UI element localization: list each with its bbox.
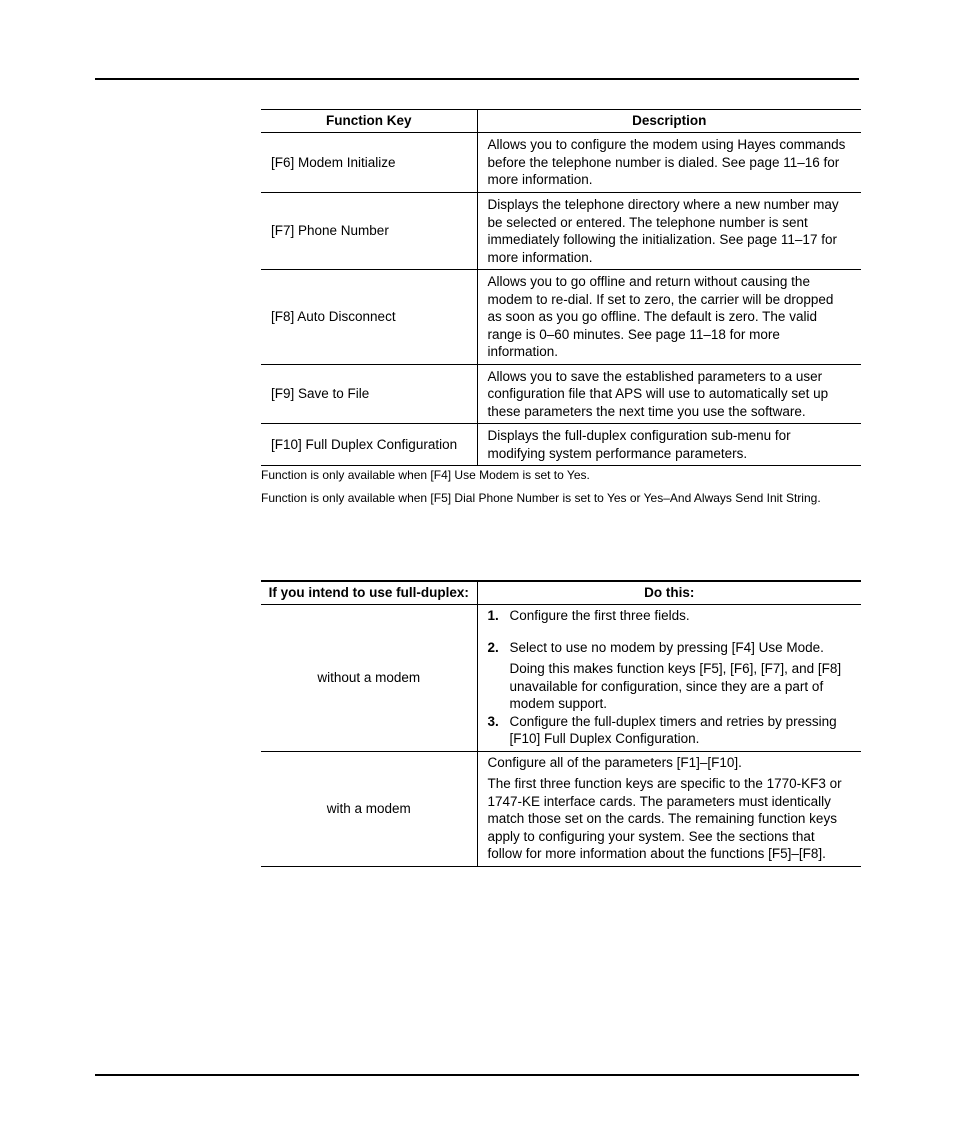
description-cell: Allows you to configure the modem using Hayes commands before the telephone number is dialed. See page 11–16 for more information. [487,137,846,188]
column-header-function-key: Function Key [261,110,477,133]
function-key-cell: [F6] Modem Initialize [261,133,477,193]
table-header-row [261,110,861,133]
instruction-paragraph: The first three function keys are specific to the 1770-KF3 or 1747-KE interface cards. The parameters must identically match those set on the cards. The remaining function keys apply to configuring your system. See the sections that follow for more information about the functions [F5]–[F8]. [487,776,842,861]
header-rule [95,78,859,80]
footnote: Function is only available when [F5] Dial Phone Number is set to Yes or Yes–And Always Send Init String. [261,491,821,505]
list-item [488,639,852,713]
table-row [261,133,861,193]
instructions-cell [477,751,861,866]
instruction-paragraph: Configure all of the parameters [F1]–[F10]. [487,754,742,770]
table-row [261,193,861,270]
function-key-cell: [F10] Full Duplex Configuration [261,424,477,466]
step-text: Configure the first three fields. [509,608,690,623]
column-header-action: Do this: [644,585,695,601]
description-cell: Allows you to go offline and return without causing the modem to re-dial. If set to zero, the carrier will be dropped as soon as you go offline. The default is zero. The valid range is 0–60 minutes. See page 11–18 for more information. [487,274,834,359]
step-number: 1. [487,608,499,623]
full-duplex-table [261,580,861,867]
step-number: 3. [487,713,499,729]
table-footnotes [261,464,821,510]
footer-rule [95,1074,859,1076]
list-item [488,607,852,625]
step-text: Select to use no modem by pressing [F4] Use Mode. [509,639,824,655]
step-number: 2. [487,639,499,655]
description-cell: Displays the telephone directory where a new number may be selected or entered. The telephone number is sent immediately following the initialization. See page 11–17 for more information. [487,197,839,265]
table-row [261,605,861,752]
description-cell: Displays the full-duplex configuration sub-menu for modifying system performance parameters. [487,428,791,461]
function-key-cell: [F8] Auto Disconnect [261,270,477,365]
function-key-table [261,109,861,466]
table-row [261,751,861,866]
option-cell-with-modem: with a modem [261,751,477,866]
table-header-row [261,581,861,605]
table-row [261,270,861,365]
function-key-cell: [F9] Save to File [261,364,477,424]
column-header-description: Description [632,113,707,129]
steps-cell [477,605,861,752]
steps-list [488,607,852,748]
list-item [488,713,852,748]
step-text: Configure the full-duplex timers and retries by pressing [F10] Full Duplex Configuration. [509,713,837,746]
function-key-cell: [F7] Phone Number [261,193,477,270]
step-subtext: Doing this makes function keys [F5], [F6], [F7], and [F8] unavailable for configuration, since they are a part of modem support. [509,661,842,711]
option-cell-without-modem: without a modem [261,605,477,752]
footnote: Function is only available when [F4] Use Modem is set to Yes. [261,468,590,482]
description-cell: Allows you to save the established parameters to a user configuration file that APS will use to automatically set up these parameters the next time you use the software. [487,368,829,419]
column-header-intent: If you intend to use full-duplex: [261,581,477,605]
table-row [261,424,861,466]
table-row [261,364,861,424]
